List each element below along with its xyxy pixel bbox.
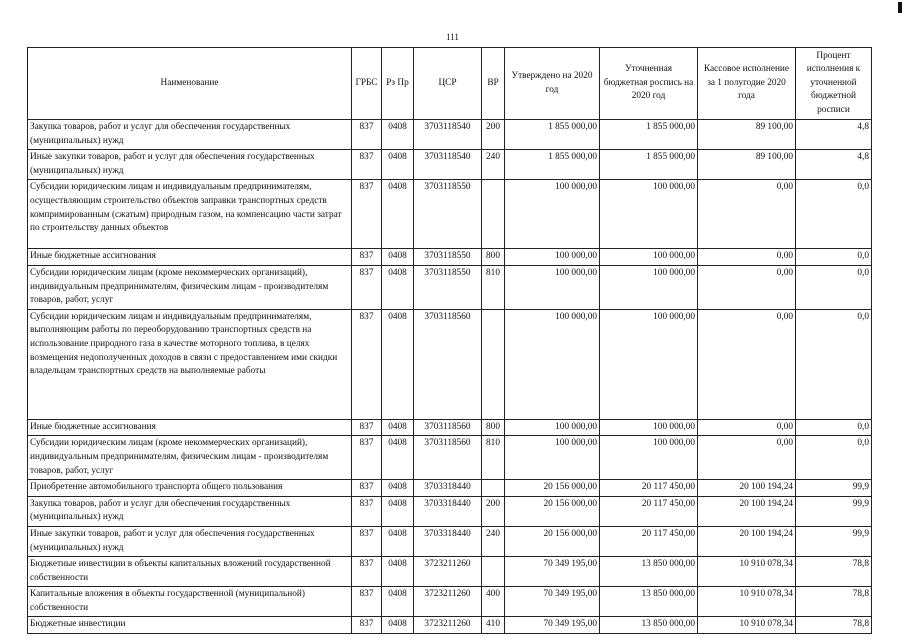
cell-vr bbox=[482, 180, 505, 249]
cell-percent: 0,0 bbox=[796, 180, 872, 249]
cell-rzpr: 0408 bbox=[382, 265, 414, 309]
cell-refined: 20 117 450,00 bbox=[600, 496, 698, 526]
budget-table bbox=[27, 47, 872, 634]
cell-percent: 78,8 bbox=[796, 617, 872, 634]
cell-cash: 10 910 078,34 bbox=[698, 617, 796, 634]
cell-csr: 3703118560 bbox=[414, 309, 482, 419]
table-row bbox=[28, 150, 872, 180]
cell-rzpr: 0408 bbox=[382, 150, 414, 180]
cell-csr: 3703118550 bbox=[414, 180, 482, 249]
cell-rzpr: 0408 bbox=[382, 309, 414, 419]
cell-vr: 240 bbox=[482, 150, 505, 180]
cell-approved: 70 349 195,00 bbox=[505, 587, 600, 617]
cell-grbs: 837 bbox=[352, 587, 382, 617]
header-csr: ЦСР bbox=[414, 48, 482, 120]
table-row bbox=[28, 557, 872, 587]
cell-grbs: 837 bbox=[352, 557, 382, 587]
cell-grbs: 837 bbox=[352, 249, 382, 266]
cell-grbs: 837 bbox=[352, 419, 382, 436]
cell-grbs: 837 bbox=[352, 150, 382, 180]
cell-name: Иные закупки товаров, работ и услуг для обеспечения государственных (муниципальных) нужд bbox=[28, 526, 352, 556]
cell-approved: 20 156 000,00 bbox=[505, 526, 600, 556]
cell-grbs: 837 bbox=[352, 526, 382, 556]
cell-rzpr: 0408 bbox=[382, 180, 414, 249]
table-header-row bbox=[28, 48, 872, 120]
cell-percent: 78,8 bbox=[796, 557, 872, 587]
table-body bbox=[28, 120, 872, 634]
cell-approved: 20 156 000,00 bbox=[505, 496, 600, 526]
cell-refined: 100 000,00 bbox=[600, 265, 698, 309]
cell-percent: 0,0 bbox=[796, 419, 872, 436]
cell-csr: 3703118540 bbox=[414, 150, 482, 180]
cell-csr: 3723211260 bbox=[414, 617, 482, 634]
table-row bbox=[28, 265, 872, 309]
cell-rzpr: 0408 bbox=[382, 480, 414, 497]
table-row bbox=[28, 526, 872, 556]
cell-name: Бюджетные инвестиции в объекты капитальных вложений государственной собственности bbox=[28, 557, 352, 587]
cell-cash: 0,00 bbox=[698, 309, 796, 419]
cell-percent: 99,9 bbox=[796, 480, 872, 497]
cell-csr: 3703118550 bbox=[414, 265, 482, 309]
cell-refined: 1 855 000,00 bbox=[600, 120, 698, 150]
cell-percent: 0,0 bbox=[796, 309, 872, 419]
cell-refined: 100 000,00 bbox=[600, 309, 698, 419]
table-row bbox=[28, 436, 872, 480]
cell-approved: 100 000,00 bbox=[505, 249, 600, 266]
cell-csr: 3703318440 bbox=[414, 496, 482, 526]
cell-cash: 20 100 194,24 bbox=[698, 480, 796, 497]
cell-cash: 0,00 bbox=[698, 419, 796, 436]
table-row bbox=[28, 496, 872, 526]
cell-rzpr: 0408 bbox=[382, 526, 414, 556]
header-name: Наименование bbox=[28, 48, 352, 120]
header-approved: Утверждено на 2020 год bbox=[505, 48, 600, 120]
table-row bbox=[28, 120, 872, 150]
cell-cash: 0,00 bbox=[698, 436, 796, 480]
cell-name: Иные закупки товаров, работ и услуг для обеспечения государственных (муниципальных) нужд bbox=[28, 150, 352, 180]
cell-vr: 410 bbox=[482, 617, 505, 634]
scan-edge-mark bbox=[898, 2, 902, 13]
cell-csr: 3723211260 bbox=[414, 587, 482, 617]
cell-csr: 3723211260 bbox=[414, 557, 482, 587]
cell-name: Субсидии юридическим лицам и индивидуальным предпринимателям, осуществляющим строительство объектов заправки транспортных средств компримированным (сжатым) природным газом, на компенсацию части затрат по строительству данных объектов bbox=[28, 180, 352, 249]
table-row bbox=[28, 249, 872, 266]
cell-approved: 1 855 000,00 bbox=[505, 150, 600, 180]
cell-csr: 3703118560 bbox=[414, 436, 482, 480]
cell-vr: 800 bbox=[482, 419, 505, 436]
cell-cash: 20 100 194,24 bbox=[698, 496, 796, 526]
cell-grbs: 837 bbox=[352, 309, 382, 419]
cell-refined: 13 850 000,00 bbox=[600, 557, 698, 587]
cell-name: Бюджетные инвестиции bbox=[28, 617, 352, 634]
cell-cash: 89 100,00 bbox=[698, 150, 796, 180]
cell-cash: 89 100,00 bbox=[698, 120, 796, 150]
cell-vr: 200 bbox=[482, 496, 505, 526]
table-row bbox=[28, 180, 872, 249]
table-row bbox=[28, 309, 872, 419]
cell-name: Приобретение автомобильного транспорта общего пользования bbox=[28, 480, 352, 497]
cell-rzpr: 0408 bbox=[382, 496, 414, 526]
cell-grbs: 837 bbox=[352, 180, 382, 249]
cell-vr: 400 bbox=[482, 587, 505, 617]
header-grbs: ГРБС bbox=[352, 48, 382, 120]
cell-approved: 100 000,00 bbox=[505, 309, 600, 419]
cell-name: Субсидии юридическим лицам и индивидуальным предпринимателям, выполняющим работы по переоборудованию транспортных средств на использование природного газа в качестве моторного топлива, в целях возмещения недополученных доходов в связи с предоставлением ими скидки владельцам транспортных средств на выполняемые работы bbox=[28, 309, 352, 419]
cell-grbs: 837 bbox=[352, 436, 382, 480]
cell-refined: 100 000,00 bbox=[600, 249, 698, 266]
cell-vr bbox=[482, 309, 505, 419]
cell-cash: 0,00 bbox=[698, 180, 796, 249]
header-cash: Кассовое исполнение за 1 полугодие 2020 года bbox=[698, 48, 796, 120]
cell-refined: 1 855 000,00 bbox=[600, 150, 698, 180]
header-refined: Уточненная бюджетная роспись на 2020 год bbox=[600, 48, 698, 120]
cell-refined: 13 850 000,00 bbox=[600, 617, 698, 634]
cell-vr: 800 bbox=[482, 249, 505, 266]
cell-name: Субсидии юридическим лицам (кроме некоммерческих организаций), индивидуальным предпринимателям, физическим лицам - производителям товаров, работ, услуг bbox=[28, 265, 352, 309]
table-row bbox=[28, 419, 872, 436]
cell-vr: 200 bbox=[482, 120, 505, 150]
cell-refined: 100 000,00 bbox=[600, 436, 698, 480]
cell-name: Закупка товаров, работ и услуг для обеспечения государственных (муниципальных) нужд bbox=[28, 496, 352, 526]
cell-vr: 240 bbox=[482, 526, 505, 556]
cell-percent: 78,8 bbox=[796, 587, 872, 617]
cell-percent: 4,8 bbox=[796, 120, 872, 150]
cell-rzpr: 0408 bbox=[382, 120, 414, 150]
cell-percent: 0,0 bbox=[796, 265, 872, 309]
cell-rzpr: 0408 bbox=[382, 419, 414, 436]
cell-cash: 10 910 078,34 bbox=[698, 587, 796, 617]
cell-grbs: 837 bbox=[352, 496, 382, 526]
cell-rzpr: 0408 bbox=[382, 436, 414, 480]
cell-approved: 100 000,00 bbox=[505, 436, 600, 480]
cell-approved: 70 349 195,00 bbox=[505, 557, 600, 587]
table-row bbox=[28, 617, 872, 634]
header-vr: ВР bbox=[482, 48, 505, 120]
cell-name: Иные бюджетные ассигнования bbox=[28, 249, 352, 266]
cell-approved: 100 000,00 bbox=[505, 180, 600, 249]
cell-rzpr: 0408 bbox=[382, 249, 414, 266]
cell-approved: 70 349 195,00 bbox=[505, 617, 600, 634]
cell-name: Иные бюджетные ассигнования bbox=[28, 419, 352, 436]
table-row bbox=[28, 587, 872, 617]
cell-vr: 810 bbox=[482, 436, 505, 480]
cell-approved: 100 000,00 bbox=[505, 265, 600, 309]
header-rzpr: Рз Пр bbox=[382, 48, 414, 120]
cell-csr: 3703118550 bbox=[414, 249, 482, 266]
cell-csr: 3703118560 bbox=[414, 419, 482, 436]
table-row bbox=[28, 480, 872, 497]
cell-name: Капитальные вложения в объекты государственной (муниципальной) собственности bbox=[28, 587, 352, 617]
cell-percent: 99,9 bbox=[796, 526, 872, 556]
cell-percent: 99,9 bbox=[796, 496, 872, 526]
cell-refined: 100 000,00 bbox=[600, 180, 698, 249]
cell-rzpr: 0408 bbox=[382, 557, 414, 587]
cell-vr: 810 bbox=[482, 265, 505, 309]
cell-csr: 3703318440 bbox=[414, 526, 482, 556]
cell-refined: 100 000,00 bbox=[600, 419, 698, 436]
cell-cash: 20 100 194,24 bbox=[698, 526, 796, 556]
cell-vr bbox=[482, 480, 505, 497]
cell-grbs: 837 bbox=[352, 265, 382, 309]
header-percent: Процент исполнения к уточненной бюджетной росписи bbox=[796, 48, 872, 120]
cell-approved: 20 156 000,00 bbox=[505, 480, 600, 497]
cell-percent: 0,0 bbox=[796, 436, 872, 480]
cell-rzpr: 0408 bbox=[382, 617, 414, 634]
cell-percent: 0,0 bbox=[796, 249, 872, 266]
cell-cash: 10 910 078,34 bbox=[698, 557, 796, 587]
cell-refined: 20 117 450,00 bbox=[600, 526, 698, 556]
cell-percent: 4,8 bbox=[796, 150, 872, 180]
cell-cash: 0,00 bbox=[698, 249, 796, 266]
cell-refined: 20 117 450,00 bbox=[600, 480, 698, 497]
cell-grbs: 837 bbox=[352, 617, 382, 634]
cell-refined: 13 850 000,00 bbox=[600, 587, 698, 617]
cell-approved: 1 855 000,00 bbox=[505, 120, 600, 150]
cell-vr bbox=[482, 557, 505, 587]
cell-csr: 3703118540 bbox=[414, 120, 482, 150]
cell-approved: 100 000,00 bbox=[505, 419, 600, 436]
cell-name: Субсидии юридическим лицам (кроме некоммерческих организаций), индивидуальным предпринимателям, физическим лицам - производителям товаров, работ, услуг bbox=[28, 436, 352, 480]
cell-rzpr: 0408 bbox=[382, 587, 414, 617]
cell-name: Закупка товаров, работ и услуг для обеспечения государственных (муниципальных) нужд bbox=[28, 120, 352, 150]
page-number: 111 bbox=[446, 32, 459, 42]
cell-csr: 3703318440 bbox=[414, 480, 482, 497]
cell-grbs: 837 bbox=[352, 120, 382, 150]
cell-cash: 0,00 bbox=[698, 265, 796, 309]
cell-grbs: 837 bbox=[352, 480, 382, 497]
